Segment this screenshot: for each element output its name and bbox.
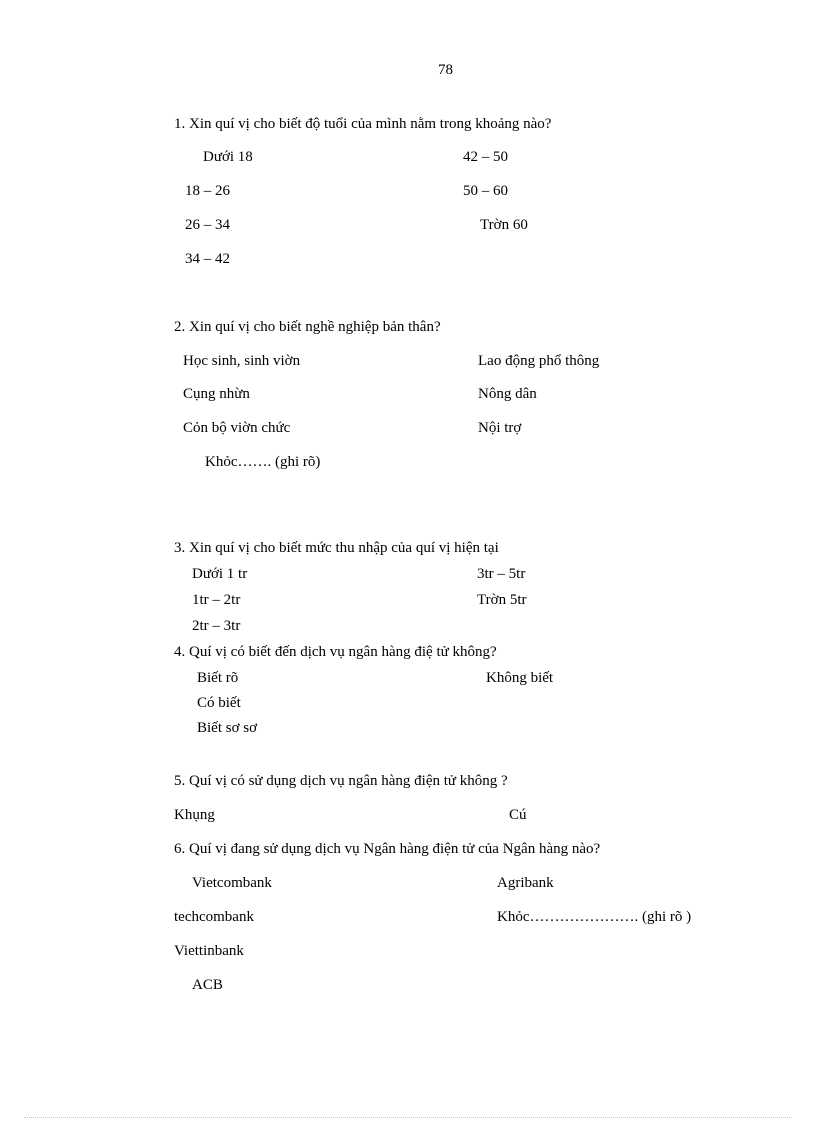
q2-option-other: Khỏc……. (ghi rõ)	[205, 454, 321, 470]
question-5-title: 5. Quí vị có sử dụng dịch vụ ngân hàng điện tử không ?	[174, 773, 508, 789]
q5-option-no: Khụng	[174, 807, 215, 823]
page-number: 78	[438, 62, 453, 78]
q3-option-under-1tr: Dưới 1 tr	[192, 566, 248, 582]
q1-option-50-60: 50 – 60	[463, 183, 508, 199]
question-6-title: 6. Quí vị đang sử dụng dịch vụ Ngân hàng điện tử của Ngân hàng nào?	[174, 841, 601, 857]
q4-option-dont-know: Không biết	[486, 670, 554, 686]
q6-option-other: Khỏc…………………. (ghi rõ )	[497, 909, 692, 925]
q2-option-official: Cỏn bộ viờn chức	[183, 420, 291, 436]
q2-option-worker: Cụng nhừn	[183, 386, 250, 402]
q1-option-over-60: Trờn 60	[480, 217, 528, 233]
q2-option-labor: Lao động phổ thông	[478, 353, 600, 369]
q1-option-26-34: 26 – 34	[185, 217, 230, 233]
q3-option-2-3tr: 2tr – 3tr	[192, 618, 241, 634]
footer-divider	[24, 1117, 792, 1118]
q6-option-viettinbank: Viettinbank	[174, 943, 244, 959]
q2-option-farmer: Nông dân	[478, 386, 537, 402]
q1-option-18-26: 18 – 26	[185, 183, 230, 199]
q5-option-yes: Cú	[509, 807, 527, 823]
question-3-title: 3. Xin quí vị cho biết mức thu nhập của quí vị hiện tại	[174, 540, 499, 556]
q3-option-3-5tr: 3tr – 5tr	[477, 566, 526, 582]
q3-option-over-5tr: Trờn 5tr	[477, 592, 527, 608]
q6-option-agribank: Agribank	[497, 875, 554, 891]
q2-option-student: Học sinh, sinh viờn	[183, 353, 301, 369]
q4-option-know: Có biết	[197, 695, 241, 711]
q6-option-acb: ACB	[192, 977, 223, 993]
q4-option-know-little: Biết sơ sơ	[197, 720, 258, 736]
q6-option-vietcombank: Vietcombank	[192, 875, 272, 891]
q4-option-know-well: Biết rõ	[197, 670, 239, 686]
question-2-title: 2. Xin quí vị cho biết nghề nghiệp bản thân?	[174, 319, 441, 335]
q3-option-1-2tr: 1tr – 2tr	[192, 592, 241, 608]
q1-option-under-18: Dưới 18	[203, 149, 253, 165]
q6-option-techcombank: techcombank	[174, 909, 254, 925]
q1-option-42-50: 42 – 50	[463, 149, 508, 165]
q2-option-housework: Nội trợ	[478, 420, 522, 436]
q1-option-34-42: 34 – 42	[185, 251, 230, 267]
question-4-title: 4. Quí vị có biết đến dịch vụ ngân hàng điệ tử không?	[174, 644, 497, 660]
question-1-title: 1. Xin quí vị cho biết độ tuổi của mình nằm trong khoảng nào?	[174, 116, 552, 132]
